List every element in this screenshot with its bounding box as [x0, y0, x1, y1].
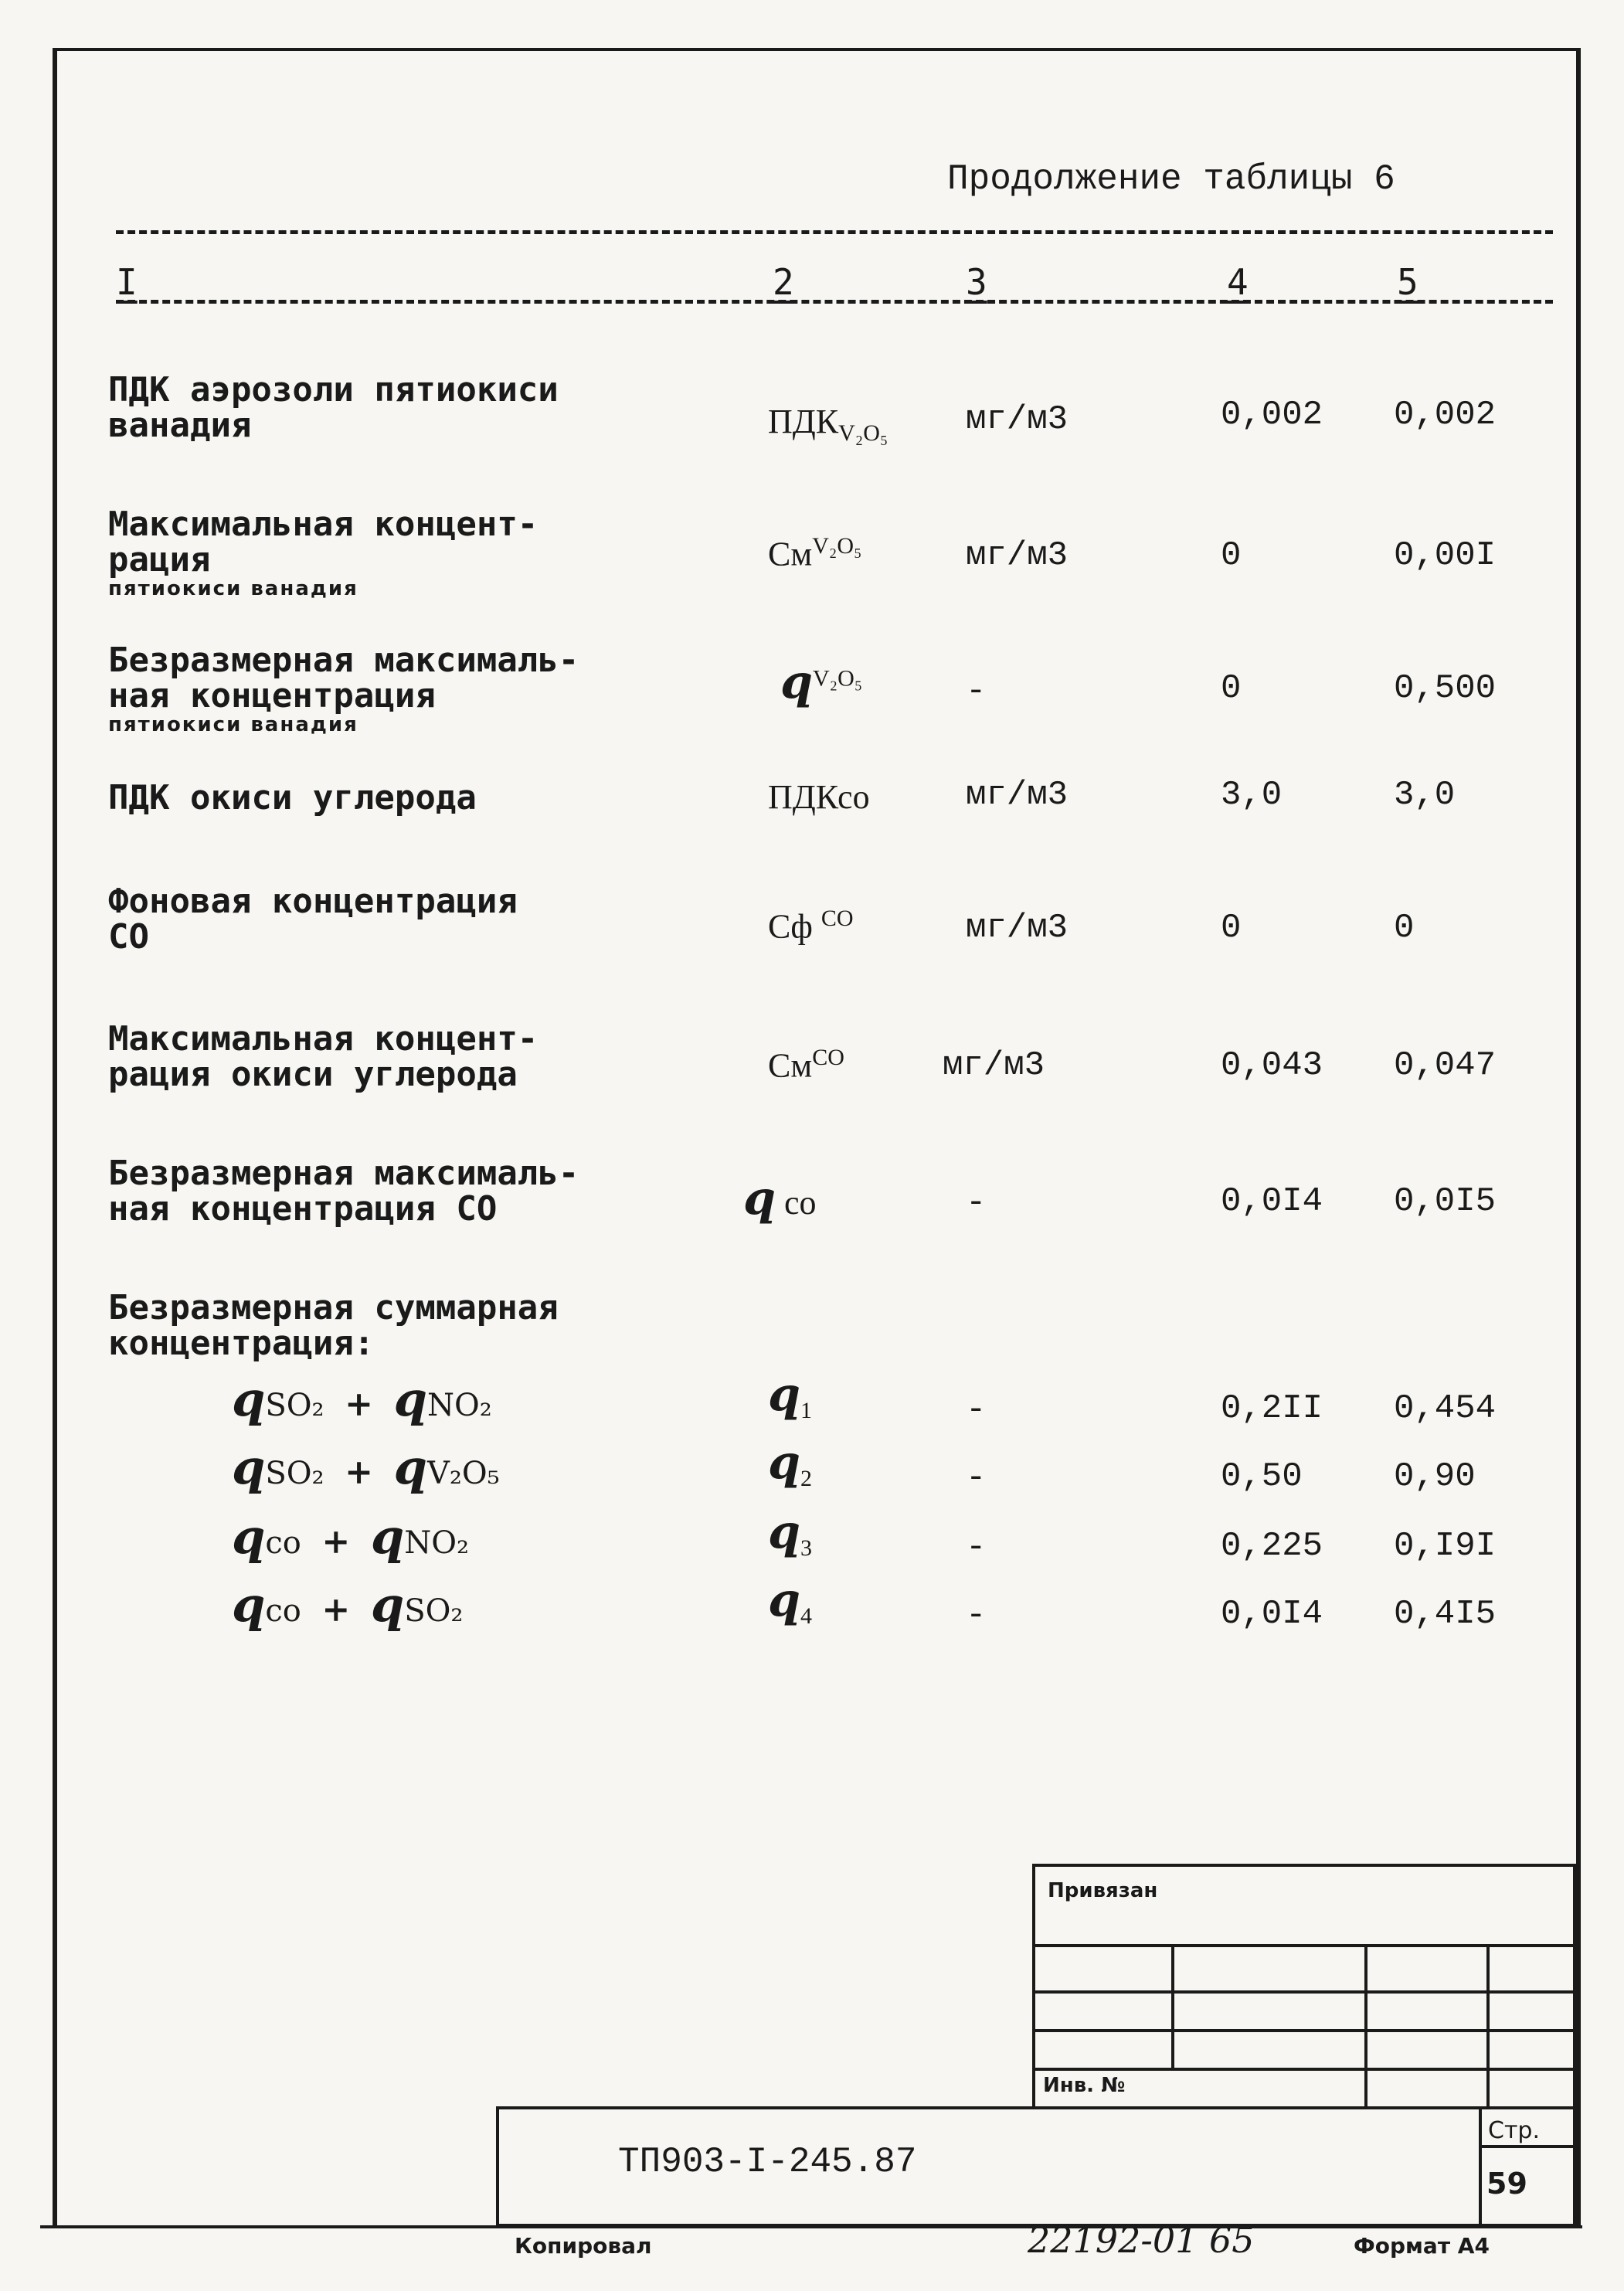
row-note: пятиокиси ванадия	[108, 713, 358, 736]
table-caption: Продолжение таблицы 6	[947, 159, 1395, 199]
row-value-col5: 0,0I5	[1394, 1182, 1497, 1221]
row-label: Максимальная концент- рация окиси углерода	[108, 1019, 539, 1094]
row-unit: мг/м3	[966, 909, 1069, 947]
row-symbol: q co	[743, 1171, 817, 1225]
sum-symbol: $q_2$	[768, 1436, 812, 1491]
sum-value-col5: 0,I9I	[1394, 1527, 1497, 1565]
sum-symbol: $q_4$	[768, 1573, 812, 1629]
row-symbol: $См^{CO}$	[768, 1045, 844, 1085]
stamp-rule	[1479, 2106, 1482, 2227]
sum-formula: qSO₂ + qV₂O₅	[232, 1439, 500, 1495]
stamp-rule	[1364, 1944, 1367, 2109]
sum-value-col5: 0,90	[1394, 1457, 1476, 1496]
stamp-privyazan: Привязан	[1048, 1879, 1158, 1902]
row-value-col5: 0,500	[1394, 669, 1497, 708]
footer-format: Формат А4	[1354, 2233, 1490, 2259]
row-value-col4: 0,0I4	[1221, 1182, 1323, 1221]
stamp-inv: Инв. №	[1043, 2074, 1126, 2097]
row-symbol: Сф $^{CO}$	[768, 906, 854, 946]
row-unit: -	[966, 672, 987, 711]
sum-symbol: $q_1$	[768, 1368, 812, 1423]
stamp-rule	[1032, 1944, 1576, 1947]
sum-formula: qco + qNO₂	[232, 1508, 470, 1565]
row-label: ПДК окиси углерода	[108, 778, 477, 817]
row-unit: мг/м3	[966, 776, 1069, 814]
stamp-document-code: ТП903-I-245.87	[618, 2142, 917, 2182]
stamp-rule	[1032, 1990, 1576, 1994]
sum-value-col4: 0,50	[1221, 1457, 1303, 1496]
stamp-rule	[1479, 2145, 1576, 2148]
row-note: пятиокиси ванадия	[108, 577, 358, 600]
row-unit: -	[966, 1184, 987, 1222]
sum-unit: -	[966, 1596, 987, 1635]
row-value-col4: 0,002	[1221, 396, 1323, 434]
stamp-page-number: 59	[1486, 2167, 1527, 2201]
col-header-2: 2	[773, 261, 794, 303]
row-value-col5: 0	[1394, 909, 1415, 947]
row-label: ПДК аэрозоли пятиокиси ванадия	[108, 370, 559, 445]
col-header-4: 4	[1227, 261, 1249, 303]
stamp-page-label: Стр.	[1488, 2117, 1541, 2144]
sum-value-col5: 0,454	[1394, 1389, 1497, 1428]
row-unit: мг/м3	[966, 536, 1069, 575]
row-label: Максимальная концент- рация пятиокиси ванадия	[108, 507, 742, 600]
sum-symbol: $q_3$	[768, 1505, 812, 1561]
sum-value-col4: 0,2II	[1221, 1389, 1323, 1428]
stamp-rule	[1486, 1944, 1490, 2109]
footer-copied: Копировал	[515, 2233, 652, 2259]
stamp-rule	[1032, 2068, 1576, 2071]
sum-value-col4: 0,225	[1221, 1527, 1323, 1565]
row-label: Безразмерная максималь- ная концентрация пятиокиси ванадия	[108, 643, 742, 736]
row-value-col5: 0,00I	[1394, 536, 1497, 575]
row-value-col4: 0,043	[1221, 1046, 1323, 1085]
sum-unit: -	[966, 1528, 987, 1567]
row-symbol: $q^{V_2O_5}$	[780, 655, 863, 709]
row-label: Фоновая концентрация CO	[108, 882, 518, 957]
sum-formula: qco + qSO₂	[232, 1576, 464, 1633]
col-header-1: I	[116, 261, 138, 303]
row-unit: мг/м3	[966, 400, 1069, 439]
sum-formula: qSO₂ + qNO₂	[232, 1371, 492, 1427]
stamp-rule	[1171, 1944, 1174, 2068]
col-header-3: 3	[966, 261, 987, 303]
row-symbol: ПДКсо	[768, 778, 870, 816]
sum-section-label: Безразмерная суммарная концентрация:	[108, 1288, 559, 1363]
header-dash-top	[116, 230, 1553, 234]
row-value-col4: 0	[1221, 669, 1242, 708]
sum-unit: -	[966, 1459, 987, 1497]
row-symbol: $ПДК_{V_2O_5}$	[768, 403, 888, 446]
row-value-col4: 3,0	[1221, 776, 1283, 814]
footer-handwritten-number: 22192-01 65	[1028, 2219, 1255, 2261]
row-value-col5: 0,047	[1394, 1046, 1497, 1085]
row-value-col5: 3,0	[1394, 776, 1456, 814]
stamp-rule	[1032, 2029, 1576, 2032]
sum-unit: -	[966, 1391, 987, 1429]
row-symbol: $См^{V_2O_5}$	[768, 533, 862, 573]
col-header-5: 5	[1397, 261, 1418, 303]
row-value-col4: 0	[1221, 536, 1242, 575]
sum-value-col4: 0,0I4	[1221, 1595, 1323, 1633]
row-value-col5: 0,002	[1394, 396, 1497, 434]
row-unit: мг/м3	[943, 1046, 1045, 1085]
row-label: Безразмерная максималь- ная концентрация CO	[108, 1154, 579, 1229]
header-dash-bottom	[116, 300, 1553, 304]
sum-value-col5: 0,4I5	[1394, 1595, 1497, 1633]
row-value-col4: 0	[1221, 909, 1242, 947]
